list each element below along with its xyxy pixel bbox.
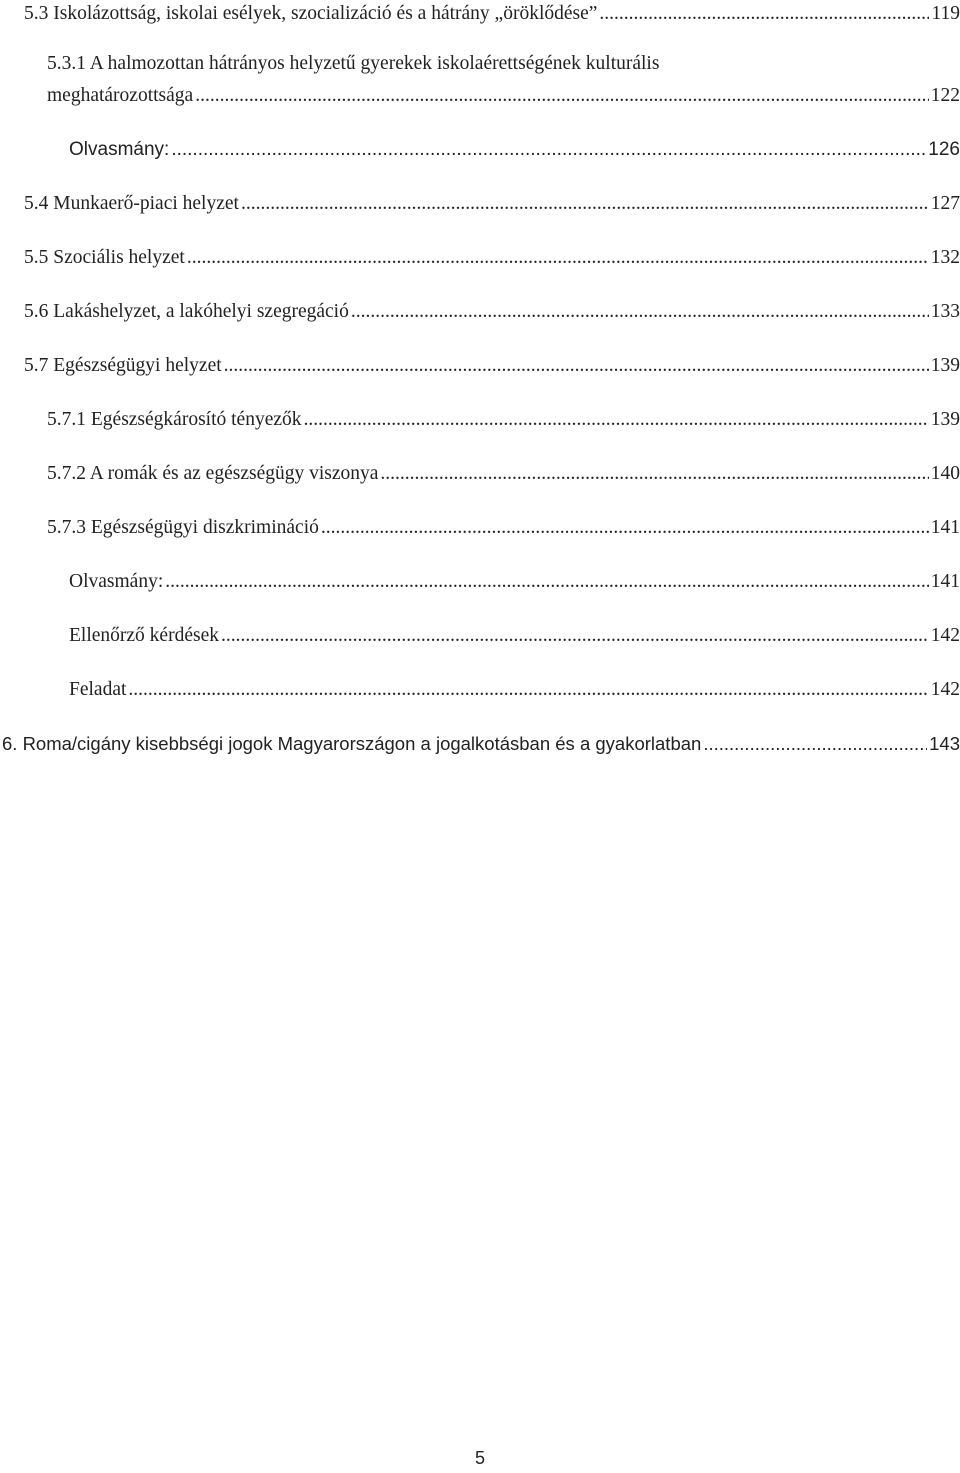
- toc-entry-5-5[interactable]: [24, 246, 960, 270]
- toc-dot-leader: [241, 192, 929, 216]
- toc-dot-leader: [321, 516, 929, 540]
- toc-entry-page: 140: [930, 463, 960, 484]
- toc-entry-5-3-1[interactable]: [47, 84, 960, 108]
- toc-entry-page: 142: [930, 625, 960, 646]
- toc-entry-title: 5.5 Szociális helyzet: [24, 247, 185, 268]
- toc-entry-5-7[interactable]: [24, 354, 960, 378]
- toc-entry-feladat[interactable]: [69, 678, 960, 702]
- toc-dot-leader: [380, 462, 928, 486]
- toc-entry-page: 142: [930, 679, 960, 700]
- toc-entry-page: 133: [930, 301, 960, 322]
- toc-entry-page: 143: [929, 733, 960, 754]
- toc-entry-title: 5.7 Egészségügyi helyzet: [24, 355, 222, 376]
- toc-dot-leader: [224, 354, 929, 378]
- toc-dot-leader: [195, 84, 929, 108]
- toc-entry-page: 127: [930, 193, 960, 214]
- toc-dot-leader: [703, 732, 927, 756]
- toc-entry-page: 122: [930, 85, 960, 106]
- toc-entry-title: meghatározottsága: [47, 85, 194, 106]
- toc-dot-leader: [599, 2, 929, 26]
- toc-entry-title: Feladat: [69, 679, 127, 700]
- toc-entry-olvasmany-2[interactable]: [69, 570, 960, 594]
- toc-entry-title: 5.3 Iskolázottság, iskolai esélyek, szocializáció és a hátrány „öröklődése”: [24, 3, 598, 24]
- toc-entry-title: 5.7.2 A romák és az egészségügy viszonya: [47, 463, 379, 484]
- toc-entry-5-7-3[interactable]: [47, 516, 960, 540]
- toc-entry-title: 5.6 Lakáshelyzet, a lakóhelyi szegregáció: [24, 301, 349, 322]
- toc-entry-5-3[interactable]: [24, 2, 960, 26]
- toc-entry-page: 139: [930, 355, 960, 376]
- toc-entry-6[interactable]: [2, 732, 960, 756]
- toc-entry-5-6[interactable]: [24, 300, 960, 324]
- toc-entry-page: 132: [930, 247, 960, 268]
- toc-entry-title: Olvasmány:: [69, 139, 170, 160]
- toc-entry-page: 139: [930, 409, 960, 430]
- toc-entry-olvasmany[interactable]: [69, 138, 960, 162]
- toc-dot-leader: [221, 624, 929, 648]
- toc-entry-title-line1[interactable]: 5.3.1 A halmozottan hátrányos helyzetű gyerekek iskolaérettségének kulturális: [47, 53, 660, 74]
- toc-entry-title: 5.7.1 Egészségkárosító tényezők: [47, 409, 302, 430]
- toc-entry-5-7-1[interactable]: [47, 408, 960, 432]
- toc-dot-leader: [351, 300, 929, 324]
- toc-entry-page: 126: [928, 139, 960, 160]
- page-number: 5: [474, 1448, 485, 1468]
- toc-entry-title: 6. Roma/cigány kisebbségi jogok Magyarországon a jogalkotásban és a gyakorlatban: [2, 733, 702, 754]
- toc-entry-page: 141: [930, 571, 960, 592]
- toc-entry-5-7-2[interactable]: [47, 462, 960, 486]
- toc-entry-5-4[interactable]: [24, 192, 960, 216]
- toc-entry-title: 5.4 Munkaerő-piaci helyzet: [24, 193, 239, 214]
- toc-entry-title: Ellenőrző kérdések: [69, 625, 219, 646]
- toc-entry-title: Olvasmány:: [69, 571, 164, 592]
- toc-entry-page: 141: [930, 517, 960, 538]
- toc-entry-title: 5.7.3 Egészségügyi diszkrimináció: [47, 517, 319, 538]
- toc-entry-ellenorzo-kerdesek[interactable]: [69, 624, 960, 648]
- toc-dot-leader: [128, 678, 928, 702]
- toc-entry-page: 119: [931, 3, 960, 24]
- toc-dot-leader: [165, 570, 929, 594]
- toc-dot-leader: [171, 138, 926, 162]
- toc-dot-leader: [187, 246, 929, 270]
- toc-dot-leader: [304, 408, 929, 432]
